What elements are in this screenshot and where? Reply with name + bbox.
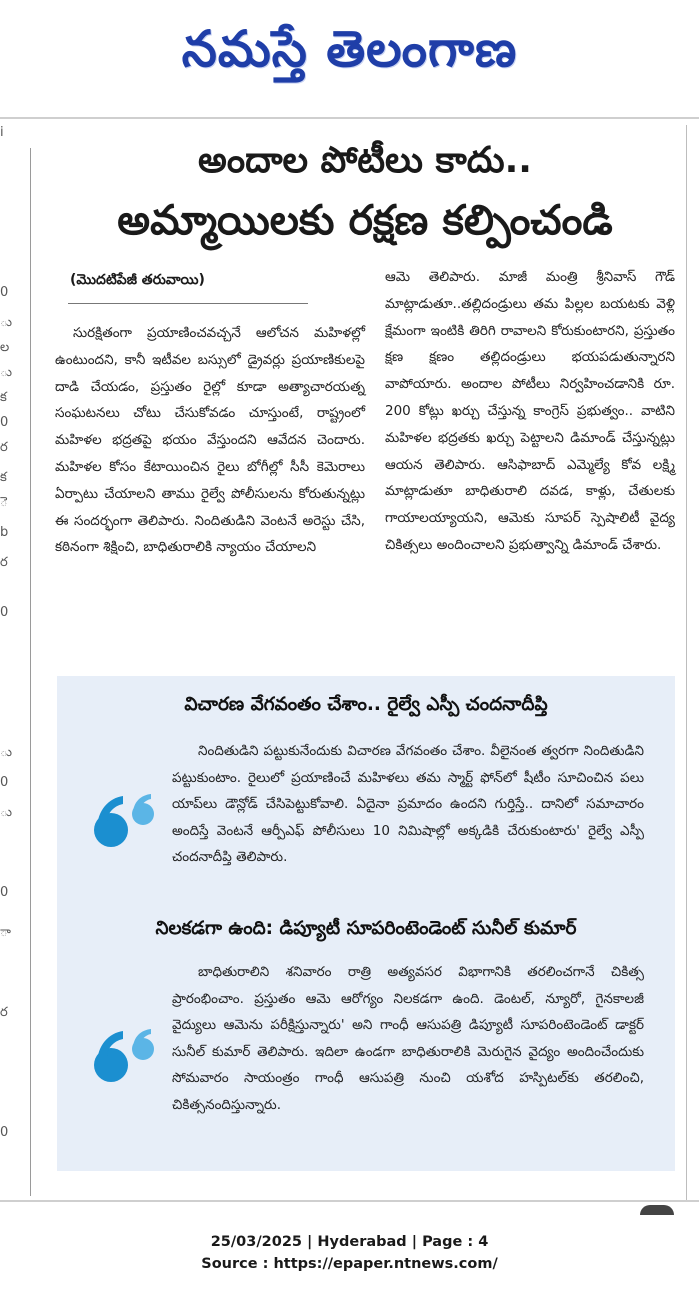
edge-char: ా <box>0 925 11 940</box>
edge-char: ర <box>0 1005 8 1020</box>
edge-char: ల <box>0 340 10 355</box>
headline-line-1: అందాల పోటీలు కాదు.. <box>198 140 532 181</box>
footer-date-edition: 25/03/2025 | Hyderabad | Page : 4 <box>210 1234 489 1250</box>
edge-char: 0 <box>0 285 9 300</box>
column-rule <box>30 148 31 1196</box>
edge-char: ు <box>0 315 13 330</box>
box-text-railway-sp <box>172 738 644 871</box>
edge-char: ు <box>0 365 13 380</box>
left-edge-fragments <box>0 125 13 1185</box>
article-right-column <box>385 264 675 559</box>
quote-icon <box>93 1025 159 1087</box>
headline-line-2: అమ్మాయిలకు రక్షణ కల్పించండి <box>117 196 613 244</box>
masthead <box>0 0 699 110</box>
edge-char: క <box>0 390 7 405</box>
edge-char: 0 <box>0 775 9 790</box>
page-corner-mark <box>640 1205 674 1215</box>
article-right-text: ఆమె తెలిపారు. మాజీ మంత్రి శ్రీనివాస్ గౌడ్ మాట్లాడుతూ..తల్లిదండ్రులు తమ పిల్లల బయటకు వెళ్లి క్షేమంగా ఇంటికి తిరిగి రావాలని కోరుకుంటారని, ప్రస్తుతం క్షణ క్షణం తల్లిదండ్రులు భయపడుతున్నారని వాపోయారు. అందాల పోటీలు నిర్వహించడానికి రూ. 200 కోట్లు ఖర్చు చేస్తున్న కాంగ్రెస్ ప్రభుత్వం.. వాటిని మహిళల భద్రతకు ఖర్చు పెట్టాలని డిమాండ్ చేస్తున్నట్లు ఆయన తెలిపారు. ఆసిఫాబాద్ ఎమ్మెల్యే కోవ లక్ష్మి మాట్లాడుతూ బాధితురాలి దవడ, కాళ్లు, చేతులకు గాయాలయ్యాయని, ఆమెకు సూపర్ స్పెషాలిటీ వైద్య చికిత్సలు అందించాలని ప్రభుత్వాన్ని డిమాండ్ చేశారు. <box>385 269 675 553</box>
edge-char: i <box>0 125 4 140</box>
edge-char: 0 <box>0 415 9 430</box>
edge-char: ర <box>0 440 8 455</box>
bottom-cut-line <box>0 1200 699 1202</box>
edge-char: ు <box>0 805 13 820</box>
edge-char: క <box>0 470 7 485</box>
box-text-deputy-superintendent <box>172 959 644 1119</box>
edge-char: 0 <box>0 885 9 900</box>
top-cut-line <box>0 117 699 119</box>
box-heading-railway-sp: విచారణ వేగవంతం చేశాం.. రైల్వే ఎస్పీ చందనాదీప్తి <box>184 694 548 715</box>
footer-source: Source : https://epaper.ntnews.com/ <box>201 1256 498 1272</box>
box-quote-2: బాధితురాలిని శనివారం రాత్రి అత్యవసర విభాగానికి తరలించగానే చికిత్స ప్రారంభించాం. ప్రస్తుతం ఆమె ఆరోగ్యం నిలకడగా ఉంది. డెంటల్, న్యూరో, గైనకాలజీ వైద్యులు ఆమెను పరీక్షిస్తున్నారు' అని గాంధీ ఆసుపత్రి డిప్యూటీ సూపరింటెండెంట్ డాక్టర్ సునీల్ కుమార్ తెలిపారు. ఇదిలా ఉండగా బాధితురాలికి మెరుగైన వైద్యం అందించేందుకు సోమవారం సాయంత్రం గాంధీ ఆసుపత్రి నుంచి యశోద హస్పిటల్‌కు తరలించి, చికిత్సనందిస్తున్నారు. <box>172 964 644 1113</box>
continuation-note: (మొదటిపేజీ తరువాయి) <box>70 272 205 288</box>
right-column-rule <box>686 125 687 1200</box>
edge-char: 0 <box>0 605 9 620</box>
edge-char: ె <box>0 495 8 510</box>
edge-char: b <box>0 525 9 540</box>
box-quote-1: నిందితుడిని పట్టుకునేందుకు విచారణ వేగవంతం చేశాం. వీలైనంత త్వరగా నిందితుడిని పట్టుకుంటాం. రైలులో ప్రయాణించే మహిళలు తమ స్మార్ట్ ఫోన్‌లో షీటీం సూచించిన పలు యాప్‌లు డౌన్లోడ్ చేసిపెట్టుకోవాలి. ఏదైనా ప్రమాదం ఉందని గుర్తిస్తే.. దానిలో సమాచారం అందిస్తే వెంటనే ఆర్పీఎఫ్ పోలీసులు 10 నిమిషాల్లో అక్కడికి చేరుకుంటారు' రైల్వే ఎస్పీ చందనాదీప్తి తెలిపారు. <box>172 743 644 866</box>
edge-char: ర <box>0 555 8 570</box>
box-heading-deputy-superintendent: నిలకడగా ఉంది: డిప్యూటీ సూపరింటెండెంట్ సునీల్ కుమార్ <box>155 918 577 939</box>
article-left-column <box>55 320 365 561</box>
article-left-text: సురక్షితంగా ప్రయాణించవచ్చనే ఆలోచన మహిళల్లో ఉంటుందని, కానీ ఇటీవల బస్సులో డ్రైవర్లు ప్రయాణికులపై దాడి చేయడం, ప్రస్తుతం రైల్లో కూడా అత్యాచారయత్న సంఘటనలు చోటు చేసుకోవడం చూస్తుంటే, రాష్ట్రంలో మహిళల భద్రతపై భయం వేస్తుందని ఆవేదన చెందారు. మహిళల కోసం కేటాయించిన రైలు బోగీల్లో సీసీ కెమెరాలు ఏర్పాటు చేయాలని తాము రైల్వే పోలీసులను కోరుతున్నట్లు ఈ సందర్భంగా తెలిపారు. నిందితుడిని వెంటనే అరెస్టు చేసి, కఠినంగా శిక్షించి, బాధితురాలికి న్యాయం చేయాలని <box>55 325 365 556</box>
quote-icon <box>93 790 159 852</box>
edge-char: ు <box>0 745 13 760</box>
continuation-underline <box>68 303 308 304</box>
edge-char: 0 <box>0 1125 9 1140</box>
masthead-title: నమస్తే తెలంగాణ <box>181 19 518 78</box>
